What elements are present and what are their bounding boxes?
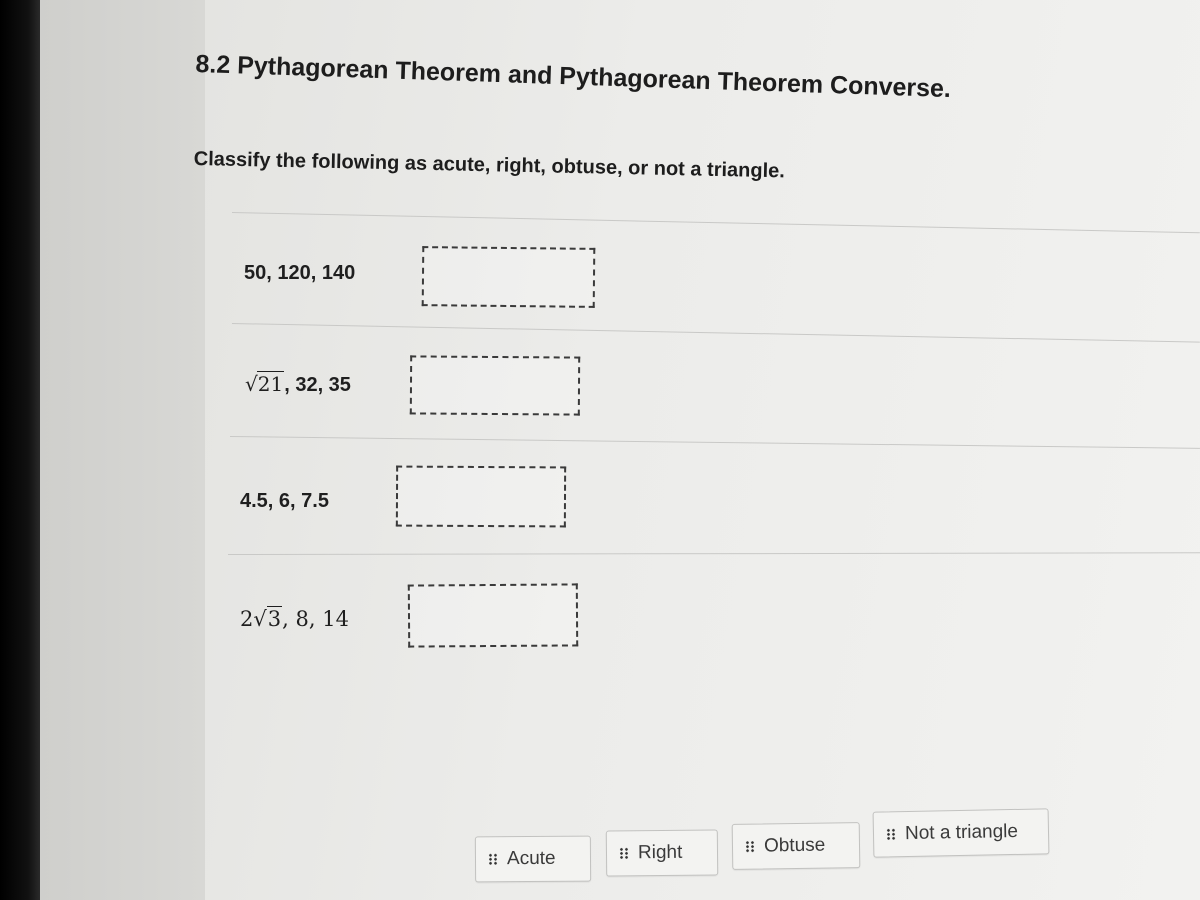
choice-acute-label: Acute bbox=[506, 847, 556, 870]
choice-obtuse[interactable] bbox=[732, 822, 861, 870]
drag-handle-icon bbox=[619, 847, 629, 859]
question-1-label bbox=[244, 262, 355, 285]
choice-not-a-triangle-label: Not a triangle bbox=[904, 820, 1019, 845]
question-2-rest: , 32, 35 bbox=[284, 374, 351, 396]
question-3-answer-dropzone[interactable] bbox=[396, 466, 566, 528]
question-1-answer-dropzone[interactable] bbox=[422, 246, 596, 308]
question-2-answer-dropzone[interactable] bbox=[410, 355, 580, 415]
square-root-symbol: √ bbox=[245, 372, 258, 396]
question-3-text: 4.5, 6, 7.5 bbox=[240, 490, 329, 512]
page-title: 8.2 Pythagorean Theorem and Pythagorean Theorem Converse. bbox=[195, 50, 952, 104]
drag-handle-icon bbox=[745, 841, 755, 853]
question-1-text: 50, 120, 140 bbox=[244, 262, 356, 284]
drag-handle-icon bbox=[488, 853, 498, 865]
choice-right-label: Right bbox=[637, 841, 683, 864]
choice-acute[interactable] bbox=[475, 836, 591, 883]
question-4-label bbox=[240, 607, 349, 631]
square-root-symbol: √ bbox=[253, 607, 267, 631]
question-4-coefficient: 2 bbox=[240, 607, 254, 631]
question-2-label bbox=[245, 372, 351, 397]
choice-not-a-triangle[interactable] bbox=[873, 808, 1050, 857]
question-panel bbox=[205, 0, 1200, 900]
question-instruction: Classify the following as acute, right, obtuse, or not a triangle. bbox=[193, 148, 786, 183]
question-3-label bbox=[240, 490, 329, 513]
monitor-bezel bbox=[0, 0, 40, 900]
drag-handle-icon bbox=[886, 828, 896, 840]
question-4-rest: , 8, 14 bbox=[282, 607, 349, 631]
left-margin-strip bbox=[40, 0, 206, 900]
choice-obtuse-label: Obtuse bbox=[763, 834, 826, 857]
question-4-answer-dropzone[interactable] bbox=[408, 583, 578, 647]
screen bbox=[40, 0, 1200, 900]
question-4-radicand: 3 bbox=[267, 607, 282, 631]
question-2-radicand: 21 bbox=[257, 372, 284, 396]
choice-right[interactable] bbox=[606, 829, 718, 876]
